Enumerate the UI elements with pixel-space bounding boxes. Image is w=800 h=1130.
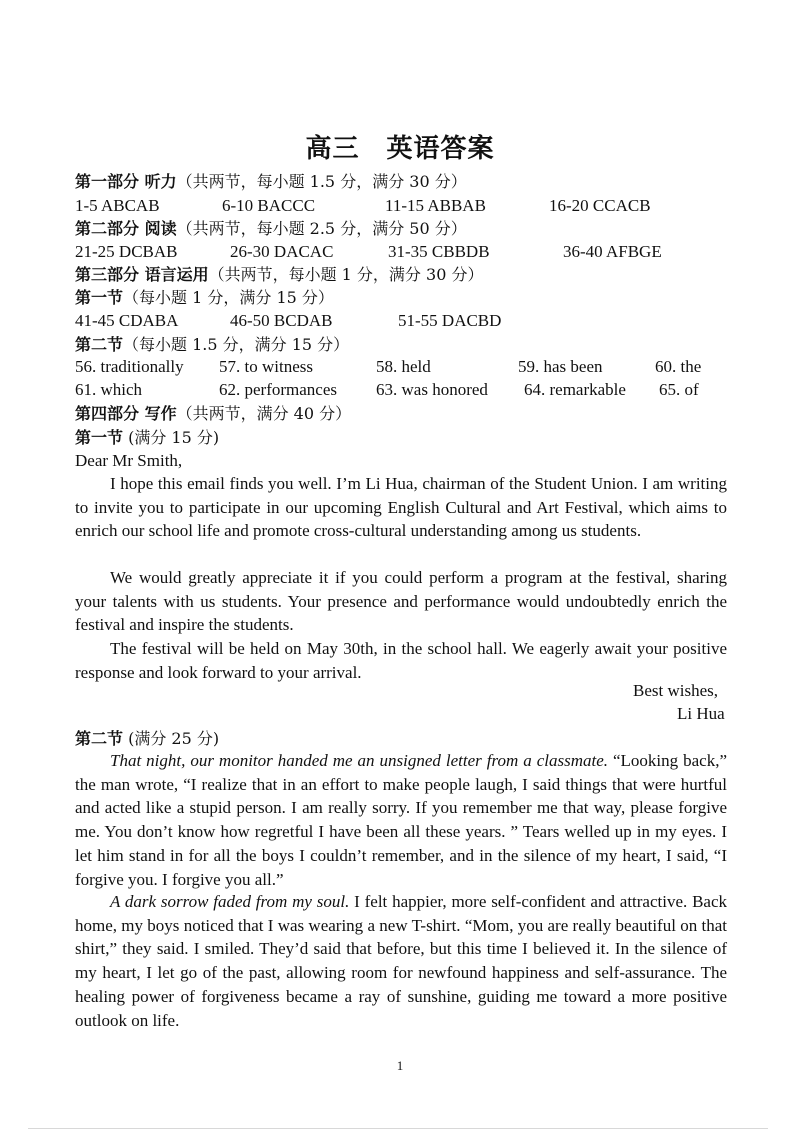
part3-section2-note: （每小题 1.5 分，满分 15 分）	[123, 335, 350, 354]
part4-note: （共两节，满分 40 分）	[176, 404, 352, 423]
part3-section2-header	[75, 334, 349, 356]
answer-59: 59. has been	[518, 357, 603, 376]
part4-header	[75, 403, 351, 425]
part2-header	[75, 218, 467, 240]
part2-note: （共两节，每小题 2.5 分，满分 50 分）	[176, 219, 467, 238]
story-paragraph-1-lead: That night, our monitor handed me an unsigned letter from a classmate.	[110, 751, 608, 770]
part3-header	[75, 264, 483, 286]
part4-section1-note: (满分 15 分)	[123, 428, 220, 447]
part4-section2-heading: 第二节	[75, 729, 124, 748]
part1-header	[75, 171, 467, 193]
part3-section1-header	[75, 287, 334, 309]
answer-56: 56. traditionally	[75, 357, 184, 376]
part4-section2-header	[75, 728, 219, 750]
page-title: 高三 英语答案	[305, 134, 495, 164]
answer-1-5: 1-5 ABCAB	[75, 196, 160, 215]
part3-heading: 第三部分 语言运用	[75, 265, 209, 284]
letter-greeting: Dear Mr Smith,	[75, 451, 183, 470]
story-paragraph-1	[75, 749, 727, 891]
answer-46-50: 46-50 BCDAB	[230, 311, 333, 330]
part2-heading: 第二部分 阅读	[75, 219, 177, 238]
answer-63: 63. was honored	[376, 380, 488, 399]
page-number: 1	[396, 1058, 404, 1073]
letter-paragraph-1: I hope this email finds you well. I’m Li Hua, chairman of the Student Union. I am writing to invite you to participate in our upcoming English Cultural and Art Festival, which aims to enrich our school life and promote cross-cultural understanding among us students.	[75, 474, 727, 541]
part3-note: （共两节，每小题 1 分，满分 30 分）	[208, 265, 484, 284]
story-paragraph-1-body: “Looking back,” the man wrote, “I realize that in an effort to make people laugh, I said things that were hurtful and acted like a stupid person. I am really sorry. If you remember me that way, please forgive me. You don’t know how regretful I have been all these years. ” Tears welled up in my eyes. I let him stand in for all the boys I couldn’t remember, and in the silence of my heart, I said, “I forgive you. I forgive you all.”	[75, 751, 727, 889]
part4-section2-note: (满分 25 分)	[123, 729, 220, 748]
part4-section1-header	[75, 427, 219, 449]
answer-31-35: 31-35 CBBDB	[388, 242, 490, 261]
part3-section1-heading: 第一节	[75, 288, 124, 307]
answer-36-40: 36-40 AFBGE	[563, 242, 662, 261]
answer-64: 64. remarkable	[524, 380, 626, 399]
letter-closing: Best wishes,	[633, 681, 718, 700]
answer-57: 57. to witness	[219, 357, 313, 376]
answer-62: 62. performances	[219, 380, 338, 399]
answer-58: 58. held	[376, 357, 431, 376]
letter-paragraph-2: We would greatly appreciate it if you could perform a program at the festival, sharing your talents with us students. Your presence and performance would undoubtedly enrich the festival and inspire the students.	[75, 568, 727, 635]
answer-65: 65. of	[659, 380, 699, 399]
answer-21-25: 21-25 DCBAB	[75, 242, 178, 261]
answer-61: 61. which	[75, 380, 143, 399]
answer-41-45: 41-45 CDABA	[75, 311, 179, 330]
page-bottom-rule	[28, 1128, 768, 1129]
part4-heading: 第四部分 写作	[75, 404, 177, 423]
story-paragraph-2-lead: A dark sorrow faded from my soul.	[110, 892, 350, 911]
story-paragraph-2-body: I felt happier, more self-confident and attractive. Back home, my boys noticed that I was wearing a new T-shirt. “Mom, you are really beautiful on that shirt,” they said. I smiled. They’d said that before, but this time I believed it. In the silence of my heart, I let go of the past, allowing room for newfound happiness and self-assurance. The healing power of forgiveness became a ray of sunshine, guiding me toward a more positive outlook on life.	[75, 892, 727, 1030]
story-paragraph-2	[75, 890, 727, 1032]
part3-section1-note: （每小题 1 分，满分 15 分）	[123, 288, 334, 307]
part3-section2-heading: 第二节	[75, 335, 124, 354]
part4-section1-heading: 第一节	[75, 428, 124, 447]
part1-heading: 第一部分 听力	[75, 172, 177, 191]
answer-11-15: 11-15 ABBAB	[385, 196, 486, 215]
answer-26-30: 26-30 DACAC	[230, 242, 334, 261]
answer-51-55: 51-55 DACBD	[398, 311, 502, 330]
letter-signature: Li Hua	[677, 704, 725, 723]
answer-16-20: 16-20 CCACB	[549, 196, 651, 215]
letter-paragraph-3: The festival will be held on May 30th, in the school hall. We eagerly await your positive response and look forward to your arrival.	[75, 639, 727, 682]
part1-note: （共两节，每小题 1.5 分，满分 30 分）	[176, 172, 467, 191]
answer-60: 60. the	[655, 357, 702, 376]
answer-6-10: 6-10 BACCC	[222, 196, 316, 215]
